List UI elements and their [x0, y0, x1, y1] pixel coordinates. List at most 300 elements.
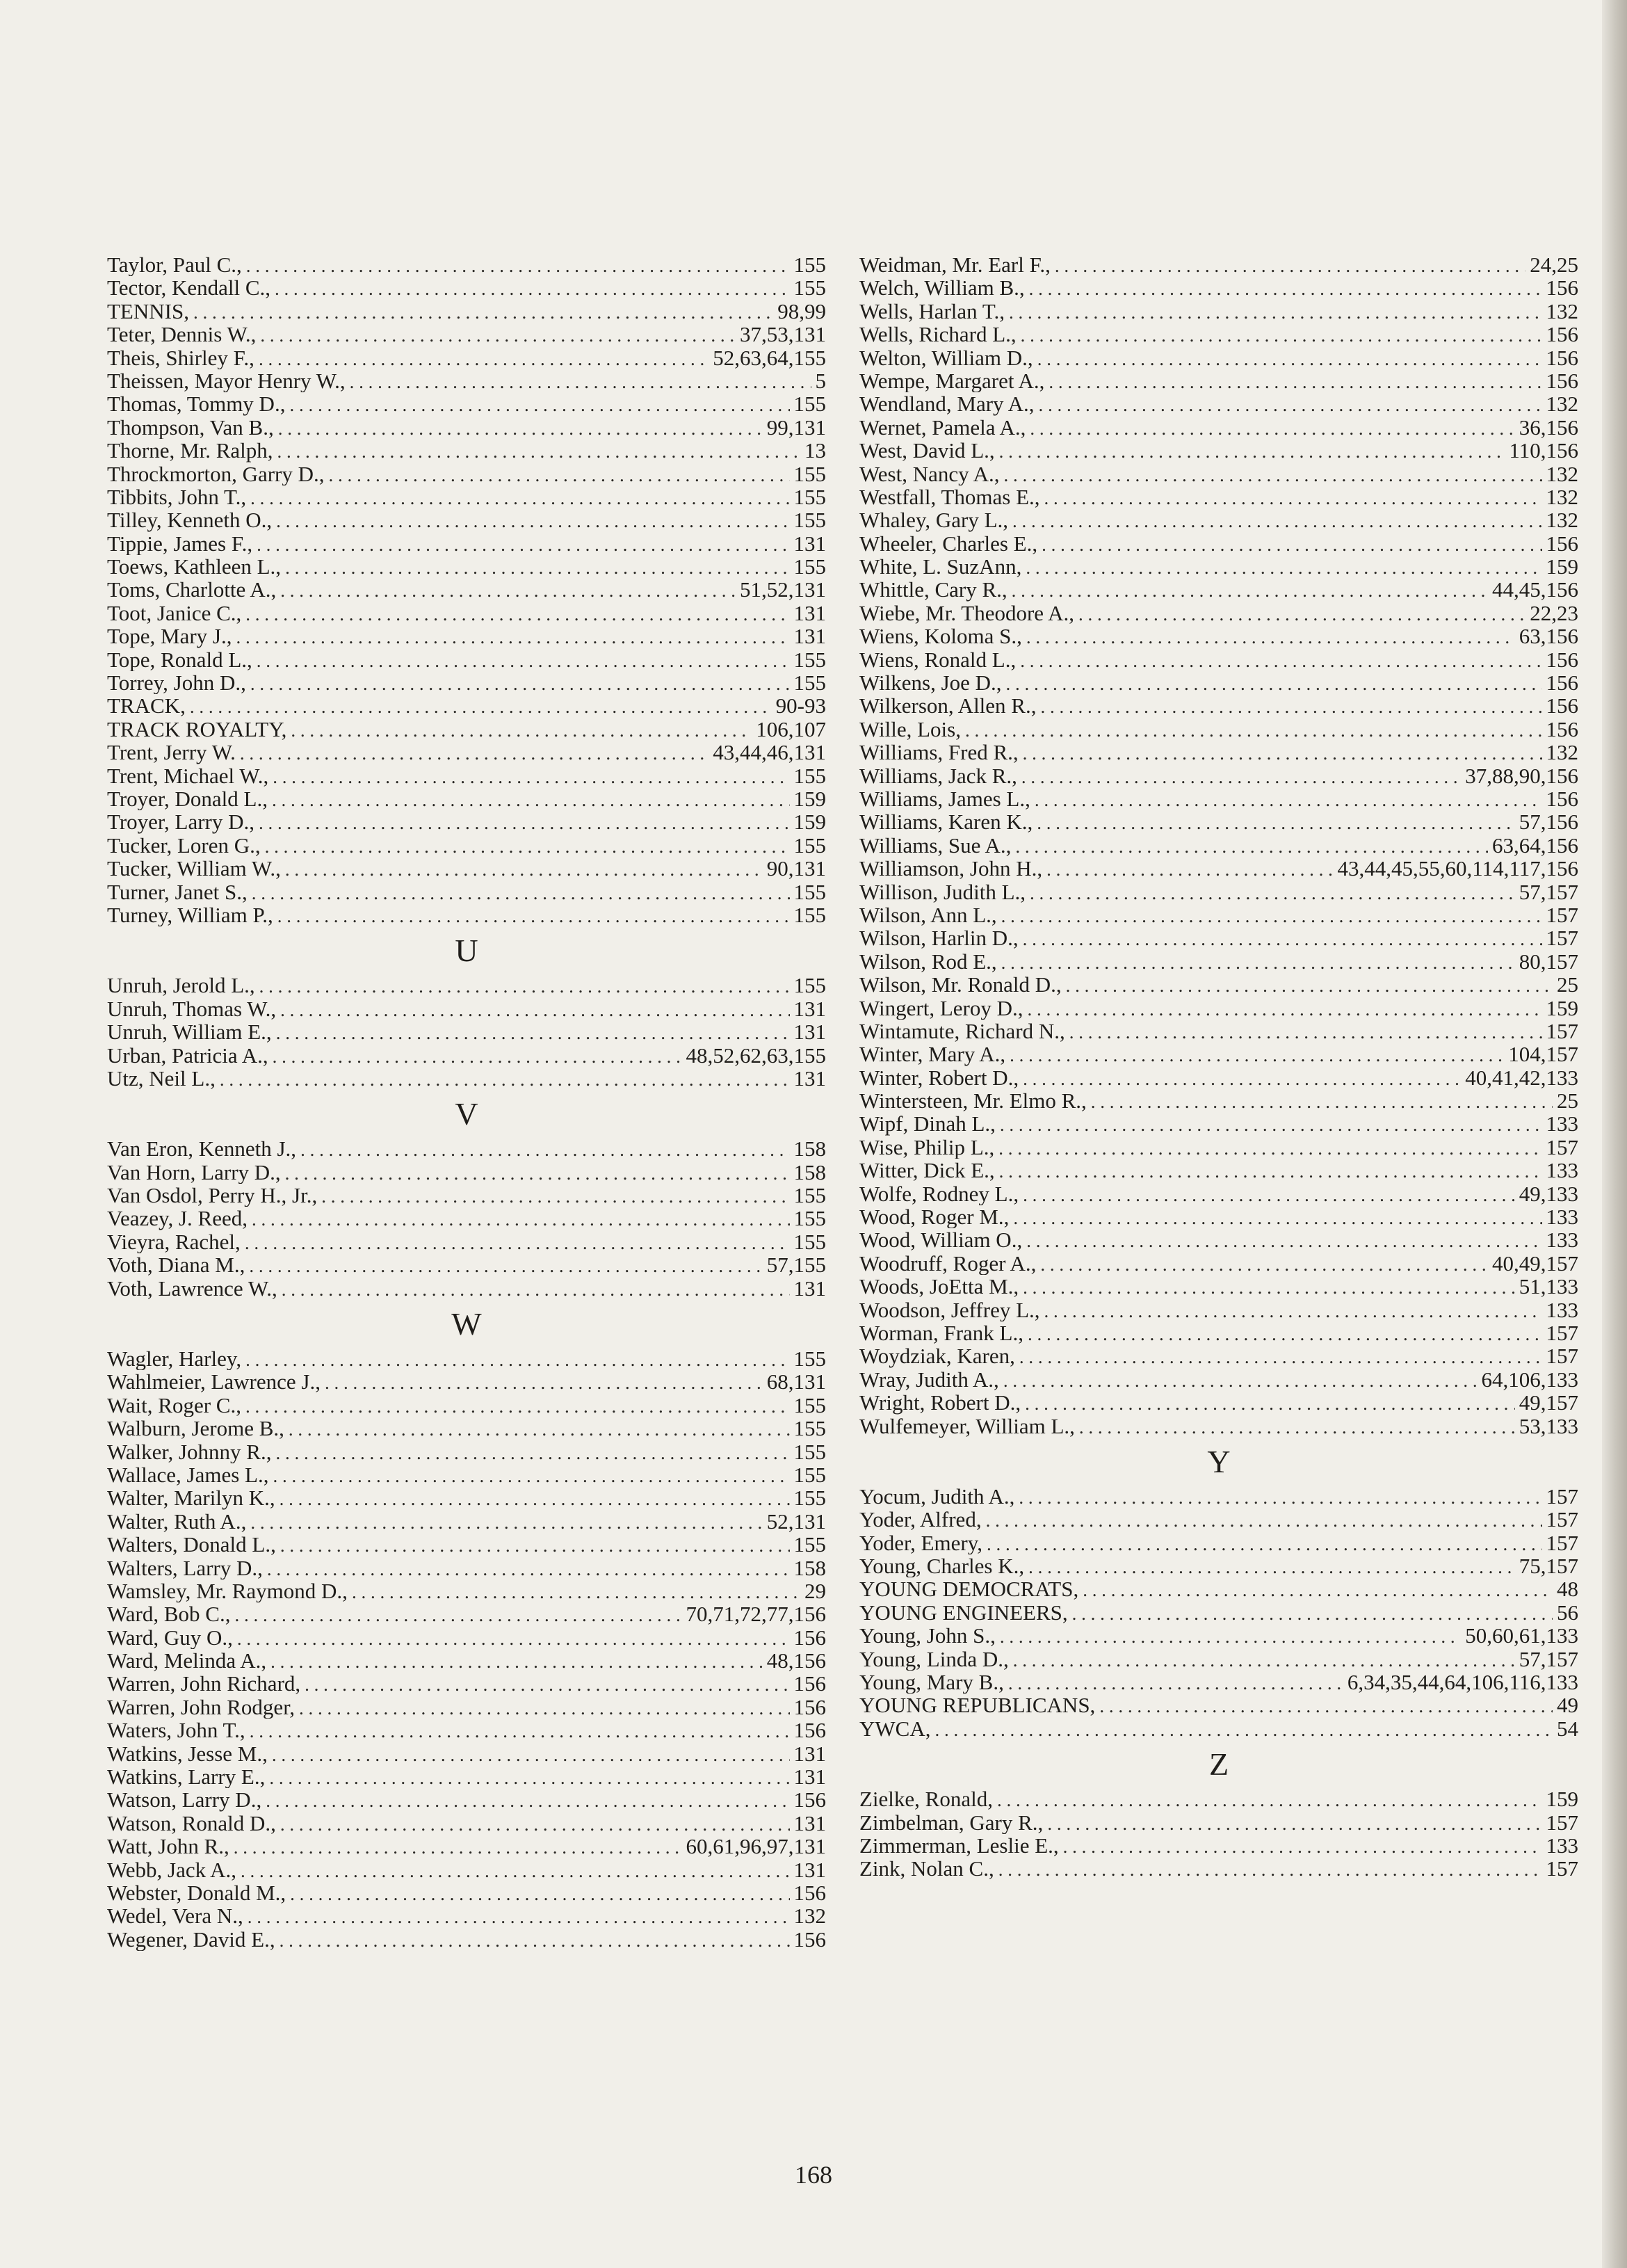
index-entry: [859, 926, 1578, 949]
dot-leader: [245, 603, 789, 625]
index-entry: [107, 834, 826, 857]
entry-page-numbers: 157: [1546, 1019, 1578, 1043]
index-entry: [107, 369, 826, 392]
entry-name: Ward, Bob C.,: [107, 1602, 231, 1626]
dot-leader: [272, 789, 790, 810]
dot-leader: [1037, 812, 1514, 833]
index-entry: [859, 532, 1578, 555]
entry-name: Williams, Karen K.,: [859, 810, 1033, 834]
entry-page-numbers: 155: [793, 1184, 826, 1207]
dot-leader: [267, 1558, 790, 1579]
entry-name: Watson, Larry D.,: [107, 1788, 262, 1812]
index-entry: [859, 834, 1578, 857]
dot-leader: [965, 719, 1542, 741]
entry-name: Woydziak, Karen,: [859, 1344, 1015, 1368]
index-entry: [107, 532, 826, 555]
index-entry: [107, 1277, 826, 1300]
entry-name: Walter, Ruth A.,: [107, 1509, 247, 1534]
entry-name: Woodson, Jeffrey L.,: [859, 1298, 1040, 1321]
entry-page-numbers: 156: [793, 1788, 826, 1812]
dot-leader: [289, 1418, 790, 1440]
entry-page-numbers: 158: [793, 1556, 826, 1579]
entry-page-numbers: 132: [1546, 462, 1578, 485]
entry-page-numbers: 157: [1546, 1857, 1578, 1881]
dot-leader: [252, 1208, 790, 1230]
dot-leader: [1066, 974, 1553, 996]
index-entry: [107, 1440, 826, 1463]
dot-leader: [280, 999, 789, 1020]
entry-page-numbers: 132: [1546, 508, 1578, 532]
entry-page-numbers: 131: [793, 1742, 826, 1766]
dot-leader: [1047, 1812, 1541, 1834]
entry-name: Wilkerson, Allen R.,: [859, 694, 1037, 718]
entry-page-numbers: 48: [1557, 1577, 1578, 1601]
entry-name: Tope, Ronald L.,: [107, 648, 252, 672]
dot-leader: [1012, 579, 1488, 601]
index-entry: [859, 950, 1578, 973]
entry-name: Wempe, Margaret A.,: [859, 369, 1045, 393]
index-entry: [859, 764, 1578, 787]
entry-name: Tippie, James F.,: [107, 531, 253, 556]
index-entry: [107, 903, 826, 926]
entry-name: Toms, Charlotte A.,: [107, 578, 277, 602]
dot-leader: [273, 1045, 682, 1067]
dot-leader: [1009, 301, 1542, 323]
index-entry: [859, 1066, 1578, 1089]
index-entry: [859, 648, 1578, 671]
entry-name: Wilson, Harlin D.,: [859, 926, 1019, 950]
entry-page-numbers: 157: [1546, 1135, 1578, 1159]
index-entry: [859, 578, 1578, 601]
index-entry: [107, 671, 826, 694]
index-entry: [107, 1696, 826, 1719]
dot-leader: [280, 1929, 790, 1951]
entry-name: Yoder, Alfred,: [859, 1508, 982, 1531]
entry-name: Unruh, Jerold L.,: [107, 974, 255, 997]
dot-leader: [1019, 1486, 1541, 1508]
dot-leader: [1037, 348, 1542, 369]
dot-leader: [1003, 1369, 1478, 1391]
entry-name: Wulfemeyer, William L.,: [859, 1414, 1075, 1438]
index-entry: [107, 1161, 826, 1184]
dot-leader: [1026, 1230, 1541, 1251]
entry-page-numbers: 155: [793, 880, 826, 903]
entry-page-numbers: 131: [793, 997, 826, 1021]
dot-leader: [280, 1534, 790, 1556]
entry-page-numbers: 155: [793, 903, 826, 927]
index-column-left: [107, 253, 826, 1951]
entry-name: Waters, John T.,: [107, 1719, 245, 1742]
entry-name: YOUNG REPUBLICANS,: [859, 1694, 1096, 1717]
entry-name: Troyer, Larry D.,: [107, 810, 254, 834]
entry-page-numbers: 131: [793, 531, 826, 556]
entry-page-numbers: 57,155: [766, 1253, 826, 1277]
entry-page-numbers: 5: [815, 369, 826, 393]
index-entry: [107, 276, 826, 299]
dot-leader: [282, 1278, 790, 1300]
index-entry: [859, 1321, 1578, 1344]
entry-name: Taylor, Paul C.,: [107, 253, 242, 277]
index-entry: [107, 1510, 826, 1533]
entry-name: Wilson, Mr. Ronald D.,: [859, 973, 1062, 997]
index-entry: [107, 300, 826, 323]
entry-page-numbers: 159: [1546, 1787, 1578, 1811]
page-number: 168: [795, 2161, 832, 2189]
entry-name: Wille, Lois,: [859, 717, 961, 741]
entry-page-numbers: 157: [1546, 1508, 1578, 1531]
dot-leader: [291, 719, 752, 741]
index-entry: [859, 416, 1578, 439]
index-entry: [107, 1672, 826, 1695]
dot-leader: [1021, 766, 1461, 787]
entry-name: Westfall, Thomas E.,: [859, 485, 1040, 509]
index-entry: [859, 323, 1578, 346]
entry-name: Van Osdol, Perry H., Jr.,: [107, 1184, 318, 1207]
index-entry: [107, 764, 826, 787]
entry-name: Watt, John R.,: [107, 1835, 229, 1858]
entry-name: Turney, William P.,: [107, 903, 273, 927]
dot-leader: [272, 1744, 790, 1765]
dot-leader: [277, 905, 790, 926]
dot-leader: [249, 1255, 762, 1276]
entry-page-numbers: 52,63,64,155: [713, 346, 826, 369]
entry-page-numbers: 157: [1546, 1531, 1578, 1555]
entry-name: Yoder, Emery,: [859, 1531, 982, 1555]
entry-page-numbers: 49: [1557, 1694, 1578, 1717]
entry-name: Zielke, Ronald,: [859, 1787, 993, 1811]
entry-page-numbers: 133: [1546, 1834, 1578, 1858]
entry-name: Thomas, Tommy D.,: [107, 392, 286, 416]
index-entry: [859, 1694, 1578, 1716]
dot-leader: [1038, 394, 1541, 415]
entry-name: Young, Mary B.,: [859, 1671, 1004, 1694]
dot-leader: [1083, 1579, 1553, 1600]
index-entry: [859, 1857, 1578, 1880]
dot-leader: [285, 1162, 790, 1184]
index-entry: [107, 1602, 826, 1625]
entry-page-numbers: 57,157: [1519, 880, 1578, 903]
dot-leader: [1020, 650, 1541, 671]
index-entry: [859, 485, 1578, 508]
entry-page-numbers: 24,25: [1530, 253, 1578, 277]
dot-leader: [290, 1883, 789, 1904]
dot-leader: [999, 1160, 1542, 1182]
dot-leader: [999, 440, 1505, 462]
dot-leader: [260, 324, 736, 346]
index-entry: [859, 253, 1578, 276]
dot-leader: [1026, 626, 1515, 648]
entry-name: Wilkens, Joe D.,: [859, 671, 1002, 695]
entry-page-numbers: 157: [1546, 926, 1578, 950]
index-entry: [859, 1205, 1578, 1228]
dot-leader: [273, 1465, 790, 1486]
entry-name: Williamson, John H.,: [859, 857, 1043, 880]
index-entry: [107, 346, 826, 369]
dot-leader: [1028, 1323, 1542, 1344]
entry-page-numbers: 155: [793, 1230, 826, 1254]
entry-name: West, David L.,: [859, 439, 995, 463]
index-entry: [859, 1554, 1578, 1577]
dot-leader: [1099, 1695, 1553, 1716]
entry-page-numbers: 44,45,156: [1492, 578, 1578, 602]
dot-leader: [305, 1673, 789, 1695]
entry-page-numbers: 43,44,46,131: [713, 741, 826, 764]
entry-name: Van Eron, Kenneth J.,: [107, 1137, 297, 1161]
entry-name: Walker, Johnny R.,: [107, 1440, 272, 1463]
entry-page-numbers: 68,131: [766, 1370, 826, 1394]
dot-leader: [1013, 1649, 1515, 1671]
dot-leader: [321, 1185, 789, 1207]
entry-page-numbers: 37,53,131: [740, 323, 826, 346]
entry-page-numbers: 40,41,42,133: [1465, 1065, 1578, 1090]
entry-name: Theissen, Mayor Henry W.,: [107, 369, 346, 393]
entry-page-numbers: 155: [793, 392, 826, 416]
page-edge-shadow: [1602, 0, 1627, 2268]
index-entry: [859, 973, 1578, 996]
index-entry: [859, 810, 1578, 833]
entry-page-numbers: 131: [793, 625, 826, 648]
dot-leader: [1023, 1276, 1515, 1298]
index-entry: [859, 508, 1578, 531]
entry-page-numbers: 98,99: [777, 299, 826, 323]
index-entry: [859, 1089, 1578, 1112]
entry-name: Unruh, William E.,: [107, 1020, 272, 1044]
index-entry: [107, 625, 826, 648]
dot-leader: [246, 255, 790, 276]
entry-name: Young, John S.,: [859, 1624, 996, 1648]
entry-name: Teter, Dennis W.,: [107, 323, 257, 346]
entry-page-numbers: 155: [793, 1417, 826, 1440]
dot-leader: [234, 1604, 681, 1625]
dot-leader: [265, 835, 790, 857]
index-entry: [107, 1579, 826, 1602]
entry-name: Torrey, John D.,: [107, 671, 246, 695]
entry-page-numbers: 155: [793, 508, 826, 532]
entry-name: Wagler, Harley,: [107, 1347, 242, 1371]
entry-name: Wilson, Ann L.,: [859, 903, 997, 927]
index-entry: [107, 602, 826, 625]
entry-page-numbers: 155: [793, 833, 826, 858]
dot-leader: [280, 1488, 790, 1509]
entry-name: Wernet, Pamela A.,: [859, 415, 1026, 440]
dot-leader: [1023, 1184, 1515, 1205]
index-entry: [859, 300, 1578, 323]
dot-leader: [250, 487, 789, 508]
entry-name: Wallace, James L.,: [107, 1463, 269, 1487]
entry-page-numbers: 106,107: [756, 717, 826, 741]
dot-leader: [280, 1813, 790, 1835]
entry-page-numbers: 51,133: [1519, 1275, 1578, 1298]
entry-name: Warren, John Richard,: [107, 1672, 301, 1696]
index-entry: [859, 1717, 1578, 1740]
entry-name: Zimmerman, Leslie E.,: [859, 1834, 1059, 1858]
entry-name: YOUNG ENGINEERS,: [859, 1600, 1068, 1625]
entry-name: Wedel, Vera N.,: [107, 1904, 243, 1928]
dot-leader: [1015, 835, 1488, 857]
index-entry: [107, 1184, 826, 1207]
entry-page-numbers: 156: [793, 1881, 826, 1905]
dot-leader: [1027, 998, 1541, 1020]
index-entry: [107, 1788, 826, 1811]
dot-leader: [236, 626, 790, 648]
index-entry: [859, 1043, 1578, 1065]
entry-page-numbers: 159: [1546, 996, 1578, 1020]
entry-name: Wingert, Leroy D.,: [859, 996, 1023, 1020]
dot-leader: [329, 464, 790, 485]
index-entry: [107, 253, 826, 276]
dot-leader: [1091, 1091, 1553, 1112]
dot-leader: [1023, 742, 1542, 764]
dot-leader: [1008, 1672, 1343, 1694]
dot-leader: [250, 673, 790, 694]
entry-page-numbers: 133: [1546, 1159, 1578, 1182]
entry-name: Zimbelman, Gary R.,: [859, 1810, 1044, 1834]
entry-name: Zink, Nolan C.,: [859, 1857, 994, 1881]
entry-page-numbers: 25: [1557, 973, 1578, 997]
entry-name: Williams, Jack R.,: [859, 764, 1017, 787]
index-entry: [859, 857, 1578, 880]
entry-page-numbers: 156: [1546, 671, 1578, 695]
index-entry: [107, 1020, 826, 1043]
index-entry: [107, 1253, 826, 1276]
entry-name: Wright, Robert D.,: [859, 1391, 1021, 1415]
dot-leader: [275, 278, 789, 299]
dot-leader: [220, 1068, 790, 1090]
dot-leader: [1019, 1346, 1542, 1367]
entry-page-numbers: 131: [793, 1276, 826, 1301]
dot-leader: [1010, 1044, 1504, 1065]
entry-name: Wegener, David E.,: [107, 1927, 275, 1952]
dot-leader: [998, 1858, 1542, 1880]
dot-leader: [285, 556, 789, 578]
entry-name: Wintamute, Richard N.,: [859, 1019, 1065, 1043]
entry-name: Wray, Judith A.,: [859, 1367, 999, 1392]
index-entry: [859, 1182, 1578, 1205]
entry-name: Tucker, William W.,: [107, 857, 281, 880]
entry-page-numbers: 56: [1557, 1600, 1578, 1625]
dot-leader: [289, 394, 789, 415]
dot-leader: [1040, 1253, 1488, 1275]
dot-leader: [190, 695, 772, 717]
entry-page-numbers: 50,60,61,133: [1465, 1624, 1578, 1648]
dot-leader: [1044, 1300, 1542, 1321]
dot-leader: [275, 1442, 789, 1463]
section-letter-heading: U: [455, 933, 478, 969]
index-entry: [859, 694, 1578, 717]
dot-leader: [280, 579, 736, 601]
entry-name: YWCA,: [859, 1716, 931, 1741]
dot-leader: [1021, 324, 1542, 346]
entry-page-numbers: 63,156: [1519, 625, 1578, 648]
entry-name: Walburn, Jerome B.,: [107, 1417, 284, 1440]
dot-leader: [998, 1137, 1541, 1159]
entry-page-numbers: 64,106,133: [1481, 1367, 1578, 1392]
entry-name: Wiebe, Mr. Theodore A.,: [859, 601, 1074, 625]
index-entry: [859, 718, 1578, 741]
entry-page-numbers: 156: [1546, 717, 1578, 741]
index-entry: [859, 1159, 1578, 1182]
dot-leader: [1001, 905, 1542, 926]
index-entry: [859, 997, 1578, 1020]
entry-name: Young, Charles K.,: [859, 1554, 1025, 1578]
entry-page-numbers: 131: [793, 1765, 826, 1789]
dot-leader: [245, 1232, 790, 1253]
index-entry: [859, 1485, 1578, 1508]
entry-name: Veazey, J. Reed,: [107, 1207, 248, 1230]
dot-leader: [245, 1349, 789, 1370]
entry-page-numbers: 133: [1546, 1298, 1578, 1321]
entry-page-numbers: 63,64,156: [1492, 833, 1578, 858]
index-entry: [107, 1370, 826, 1393]
index-entry: [107, 787, 826, 810]
entry-name: Unruh, Thomas W.,: [107, 997, 277, 1021]
dot-leader: [1025, 1392, 1515, 1414]
entry-name: Troyer, Donald L.,: [107, 787, 268, 811]
entry-page-numbers: 155: [793, 1463, 826, 1487]
index-entry: [859, 392, 1578, 415]
entry-page-numbers: 57,156: [1519, 810, 1578, 834]
index-entry: [859, 787, 1578, 810]
entry-page-numbers: 156: [1546, 323, 1578, 346]
entry-page-numbers: 40,49,157: [1492, 1251, 1578, 1276]
entry-page-numbers: 48,156: [766, 1649, 826, 1673]
entry-page-numbers: 104,157: [1508, 1043, 1578, 1066]
entry-page-numbers: 156: [1546, 531, 1578, 556]
entry-name: Watson, Ronald D.,: [107, 1811, 276, 1835]
entry-page-numbers: 155: [793, 648, 826, 672]
dot-leader: [1029, 278, 1542, 299]
entry-page-numbers: 156: [793, 1695, 826, 1719]
dot-leader: [1023, 1068, 1461, 1089]
dot-leader: [1055, 255, 1525, 276]
entry-name: Winter, Robert D.,: [859, 1065, 1019, 1090]
index-entry: [107, 1230, 826, 1253]
dot-leader: [252, 882, 790, 903]
dot-leader: [276, 510, 789, 531]
entry-page-numbers: 156: [793, 1719, 826, 1742]
entry-page-numbers: 155: [793, 1486, 826, 1510]
dot-leader: [273, 766, 789, 787]
entry-page-numbers: 132: [1546, 485, 1578, 509]
index-entry: [859, 439, 1578, 462]
entry-page-numbers: 48,52,62,63,155: [686, 1043, 826, 1067]
section-letter-heading: Y: [1207, 1443, 1231, 1479]
dot-leader: [350, 371, 811, 392]
index-entry: [107, 1742, 826, 1765]
entry-page-numbers: 6,34,35,44,64,106,116,133: [1347, 1671, 1578, 1694]
entry-page-numbers: 49,133: [1519, 1182, 1578, 1206]
entry-page-numbers: 155: [793, 462, 826, 485]
index-entry: [107, 485, 826, 508]
dot-leader: [259, 348, 709, 369]
entry-name: Warren, John Rodger,: [107, 1695, 296, 1719]
index-entry: [107, 1765, 826, 1788]
entry-page-numbers: 159: [1546, 555, 1578, 579]
index-entry: [107, 974, 826, 997]
entry-page-numbers: 155: [793, 253, 826, 277]
entry-page-numbers: 155: [793, 1347, 826, 1371]
section-letter-heading: Z: [1208, 1746, 1229, 1783]
entry-page-numbers: 155: [793, 1207, 826, 1230]
entry-name: Watkins, Jesse M.,: [107, 1742, 268, 1766]
dot-leader: [325, 1372, 763, 1393]
entry-name: TRACK,: [107, 694, 186, 718]
dot-leader: [352, 1581, 800, 1602]
dot-leader: [299, 1697, 789, 1719]
entry-page-numbers: 99,131: [766, 415, 826, 440]
dot-leader: [237, 1627, 790, 1649]
entry-name: Wintersteen, Mr. Elmo R.,: [859, 1089, 1087, 1113]
